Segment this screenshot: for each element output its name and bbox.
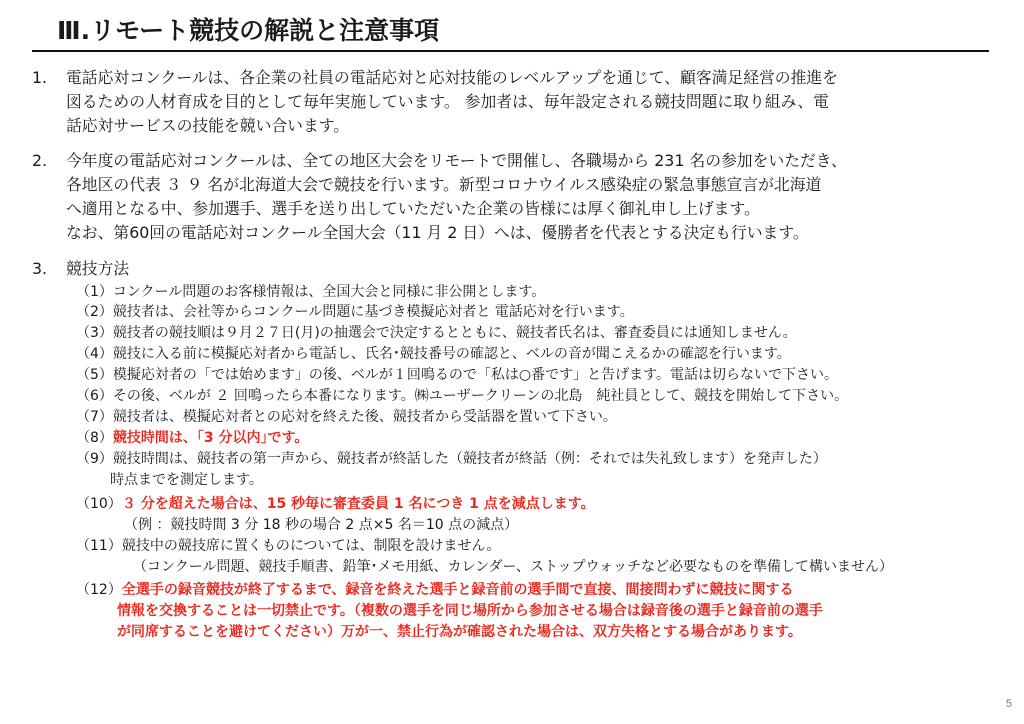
method-text-emphasis: 競技時間は、｢3 分以内｣です。 [112, 430, 309, 446]
item-number: 1. [32, 68, 48, 87]
method-item-5 [76, 365, 838, 385]
method-item-6 [76, 386, 848, 406]
method-number: （3） [76, 325, 113, 341]
method-text: コンクール問題のお客様情報は、全国大会と同様に非公開とします。 [112, 284, 546, 300]
method-number: （6） [76, 388, 113, 404]
method-text-emphasis: が同席することを避けてください）万が一、禁止行為が確認された場合は、双方失格とする場合があります。 [117, 624, 802, 640]
method-item-4 [76, 344, 791, 364]
item-text-line: 競技方法 [66, 259, 130, 278]
method-text-emphasis: 情報を交換することは一切禁止です。（複数の選手を同じ場所から参加させる場合は録音後の選手と録音前の選手 [117, 603, 823, 619]
method-text: 競技中の競技席に置くものについては、制限を設けません。 [121, 538, 501, 554]
numbered-item-1 [32, 66, 838, 138]
item-text-line: 図るための人材育成を目的として毎年実施しています。 参加者は、毎年設定される競技問題に取り組み、電 [66, 92, 829, 111]
method-text-emphasis: 全選手の録音競技が終了するまで、録音を終えた選手と録音前の選手間で直接、間接問わずに競技に関する [121, 582, 794, 598]
method-number: （10） [76, 496, 122, 512]
method-item-10-example [124, 515, 518, 535]
method-item-3 [76, 323, 797, 343]
method-text: 競技時間は、競技者の第一声から、競技者が終話した（競技者が終話（例：それでは失礼致します）を発声した） [112, 451, 827, 467]
method-text: 競技者は、模擬応対者との応対を終えた後、競技者から受話器を置いて下さい。 [112, 409, 617, 425]
numbered-item-2 [32, 149, 847, 245]
method-text: （例 ：競技時間 3 分 18 秒の場合 2 点×5 名＝10 点の減点） [124, 517, 519, 533]
method-item-8 [76, 428, 308, 448]
method-item-9-continued [110, 470, 263, 490]
method-text: 競技者は、会社等からコンクール問題に基づき模擬応対者と 電話応対を行います。 [112, 304, 634, 320]
method-text: 競技者の競技順は９月２７日(月)の抽選会で決定するとともに、競技者氏名は、審査委員には通知しません。 [112, 325, 797, 341]
method-number: （4） [76, 346, 113, 362]
method-text: （コンクール問題、競技手順書、鉛筆･メモ用紙、カレンダー、ストップウォッチなど必要なものを準備して構いません） [133, 559, 893, 575]
item-number: 2. [32, 151, 48, 170]
method-item-7 [76, 407, 617, 427]
method-text: 時点までを測定します。 [110, 472, 263, 488]
item-text-line: へ適用となる中、参加選手、選手を送り出していただいた企業の皆様には厚く御礼申し上げます。 [66, 199, 760, 218]
page-title: Ⅲ.リモート競技の解説と注意事項 [57, 16, 440, 45]
method-number: （12） [76, 582, 122, 598]
method-item-11 [76, 536, 500, 556]
method-text: その後、ベルが ２ 回鳴ったら本番になります。㈱ユーザークリーンの北島 純社員として、競技を開始して下さい。 [112, 388, 849, 404]
item-text-line: 各地区の代表 ３ ９ 名が北海道大会で競技を行います。新型コロナウイルス感染症の緊急事態宣言が北海道 [66, 175, 822, 194]
method-number: （7） [76, 409, 113, 425]
item-number: 3. [32, 259, 48, 278]
numbered-item-3 [32, 257, 129, 281]
item-text-line: なお、第60回の電話応対コンクール全国大会（11 月 2 日）へは、優勝者を代表とする決定も行います。 [66, 223, 809, 242]
method-item-2 [76, 302, 634, 322]
method-number: （8） [76, 430, 113, 446]
method-text-emphasis: ３ 分を超えた場合は、15 秒毎に審査委員 1 名につき 1 点を減点します。 [121, 496, 595, 512]
method-number: （2） [76, 304, 113, 320]
item-text-line: 話応対サービスの技能を競い合います。 [66, 116, 350, 135]
method-number: （5） [76, 367, 113, 383]
item-text-line: 今年度の電話応対コンクールは、全ての地区大会をリモートで開催し、各職場から 231 名の参加をいただき、 [66, 151, 847, 170]
method-text: 模擬応対者の「では始めます」の後、ベルが１回鳴るので「私は○番です」と告げます。電話は切らないで下さい。 [112, 367, 839, 383]
method-item-12-line-2 [117, 601, 823, 621]
method-number: （1） [76, 284, 113, 300]
title-underline [32, 50, 989, 52]
page-number: 5 [1005, 698, 1012, 710]
method-number: （9） [76, 451, 113, 467]
method-item-9 [76, 449, 827, 469]
method-item-12-line-3 [117, 622, 802, 642]
method-item-10 [76, 494, 595, 514]
method-text: 競技に入る前に模擬応対者から電話し、氏名･競技番号の確認と、ベルの音が聞こえるかの確認を行います。 [112, 346, 791, 362]
method-number: （11） [76, 538, 122, 554]
method-item-12 [76, 580, 794, 600]
method-item-1 [76, 282, 545, 302]
method-item-11-note [133, 557, 893, 577]
item-text-line: 電話応対コンクールは、各企業の社員の電話応対と応対技能のレベルアップを通じて、顧客満足経営の推進を [66, 68, 838, 87]
